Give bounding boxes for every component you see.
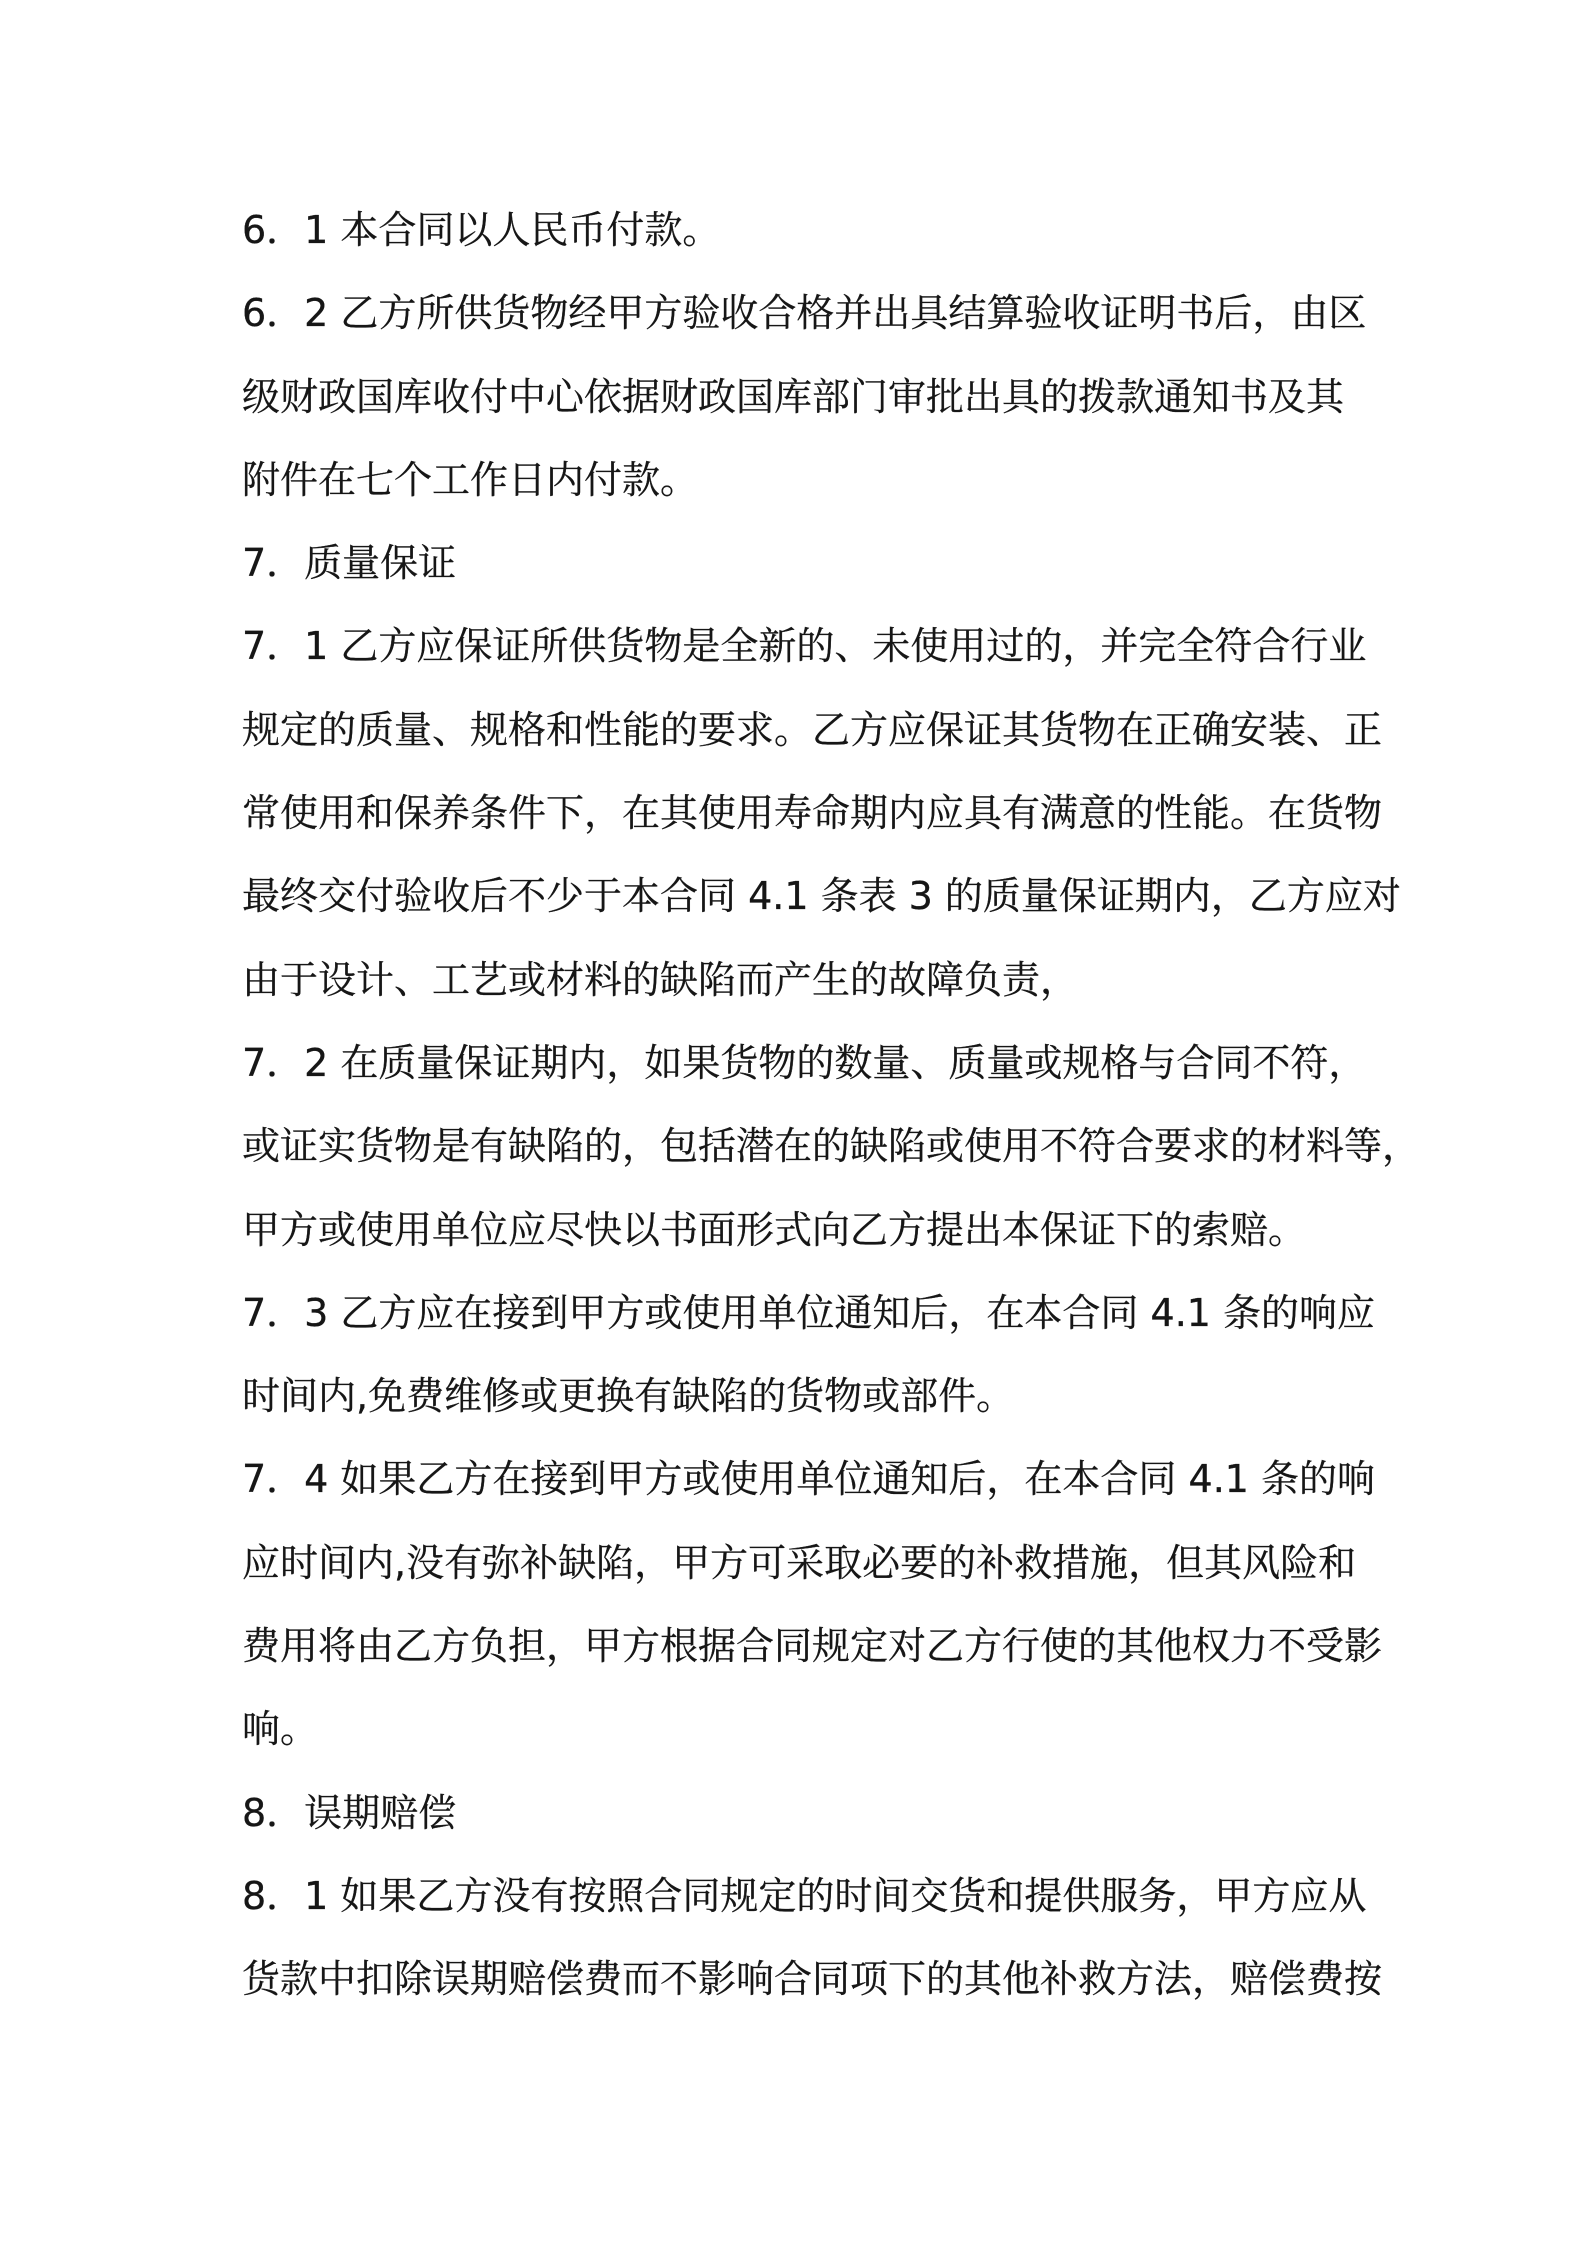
contract-body <box>242 189 1421 2022</box>
clause-7-2-line-2: 或证实货物是有缺陷的，包括潜在的缺陷或使用不符合要求的材料等， <box>242 1124 1421 1169</box>
clause-8-1-line-2: 货款中扣除误期赔偿费而不影响合同项下的其他补救方法，赔偿费按 <box>242 1957 1383 2002</box>
clause-7-4-line-1: 7．4 如果乙方在接到甲方或使用单位通知后，在本合同 4.1 条的响 <box>242 1457 1376 1502</box>
clause-7-4-line-3: 费用将由乙方负担，甲方根据合同规定对乙方行使的其他权力不受影 <box>242 1624 1383 1669</box>
clause-6-2-line-2: 级财政国库收付中心依据财政国库部门审批出具的拨款通知书及其 <box>242 374 1345 419</box>
clause-7-1-line-5: 由于设计、工艺或材料的缺陷而产生的故障负责， <box>242 957 1079 1002</box>
clause-7-3-line-1: 7．3 乙方应在接到甲方或使用单位通知后，在本合同 4.1 条的响应 <box>242 1290 1376 1335</box>
clause-7-4-line-2: 应时间内,没有弥补缺陷，甲方可采取必要的补救措施，但其风险和 <box>242 1540 1357 1585</box>
clause-7-1-line-3: 常使用和保养条件下，在其使用寿命期内应具有满意的性能。在货物 <box>242 791 1383 836</box>
clause-7-2-line-1: 7．2 在质量保证期内，如果货物的数量、质量或规格与合同不符， <box>242 1040 1367 1085</box>
clause-7-1-line-4: 最终交付验收后不少于本合同 4.1 条表 3 的质量保证期内，乙方应对 <box>242 874 1401 919</box>
section-8-heading: 8．误期赔偿 <box>242 1790 457 1835</box>
clause-7-4-line-4: 响。 <box>242 1707 319 1752</box>
clause-6-2-line-3: 附件在七个工作日内付款。 <box>242 457 699 502</box>
clause-7-2-line-3: 甲方或使用单位应尽快以书面形式向乙方提出本保证下的索赔。 <box>242 1207 1307 1252</box>
clause-8-1-line-1: 8．1 如果乙方没有按照合同规定的时间交货和提供服务，甲方应从 <box>242 1873 1367 1918</box>
clause-6-1-line: 6．1 本合同以人民币付款。 <box>242 208 721 252</box>
clause-7-1-line-1: 7．1 乙方应保证所供货物是全新的、未使用过的，并完全符合行业 <box>242 624 1367 669</box>
clause-6-2-line-1: 6．2 乙方所供货物经甲方验收合格并出具结算验收证明书后，由区 <box>242 291 1367 336</box>
clause-7-3-line-2: 时间内,免费维修或更换有缺陷的货物或部件。 <box>242 1374 1015 1419</box>
clause-7-1-line-2: 规定的质量、规格和性能的要求。乙方应保证其货物在正确安装、正 <box>242 707 1383 752</box>
section-7-heading: 7．质量保证 <box>242 541 457 586</box>
